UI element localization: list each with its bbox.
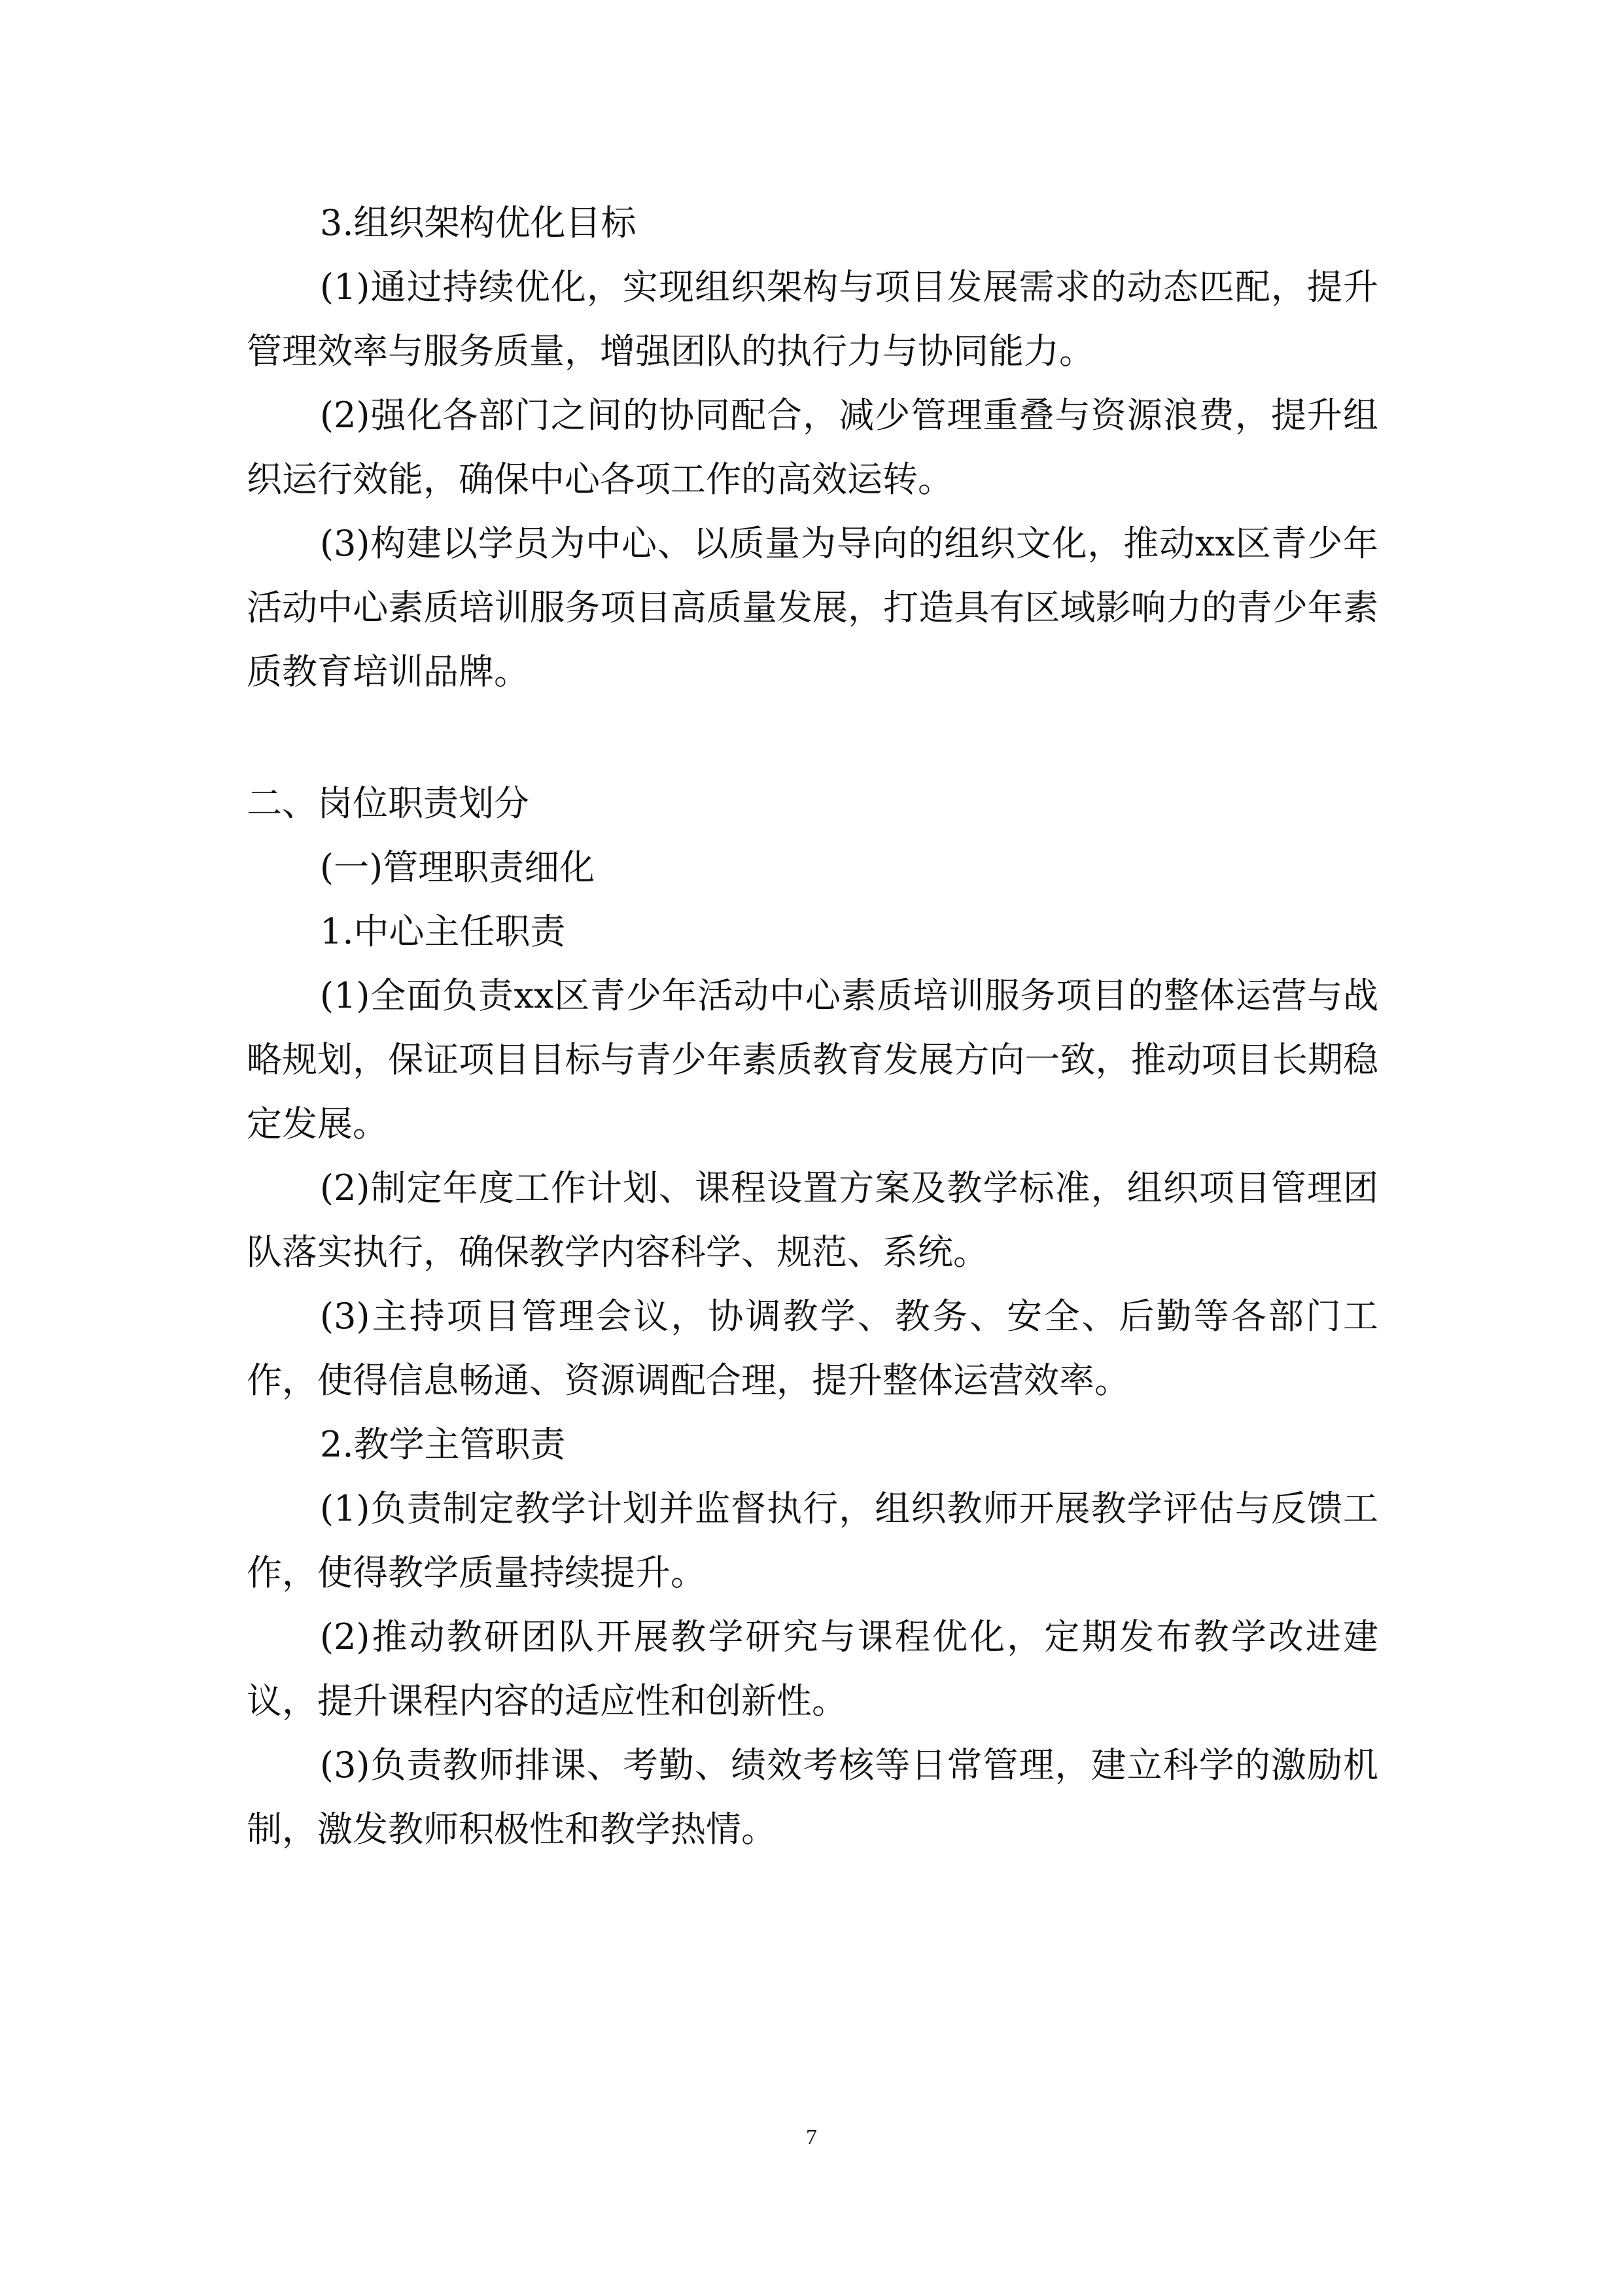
duty-2-item-3: (3)负责教师排课、考勤、绩效考核等日常管理，建立科学的激励机制，激发教师积极性和教学热情。: [247, 1744, 1378, 1850]
section-3-item-2: (2)强化各部门之间的协同配合，减少管理重叠与资源浪费，提升组织运行效能，确保中心各项工作的高效运转。: [247, 395, 1378, 500]
duty-1-item-2: (2)制定年度工作计划、课程设置方案及教学标准，组织项目管理团队落实执行，确保教学内容科学、规范、系统。: [247, 1167, 1378, 1273]
section-3-item-3: (3)构建以学员为中心、以质量为导向的组织文化，推动xx区青少年活动中心素质培训服务项目高质量发展，打造具有区域影响力的青少年素质教育培训品牌。: [247, 523, 1378, 692]
section-3-item-1: (1)通过持续优化，实现组织架构与项目发展需求的动态匹配，提升管理效率与服务质量，增强团队的执行力与协同能力。: [247, 266, 1378, 372]
duty-2-item-2: (2)推动教研团队开展教学研究与课程优化，定期发布教学改进建议，提升课程内容的适应性和创新性。: [247, 1616, 1378, 1722]
duty-1-item-1: (1)全面负责xx区青少年活动中心素质培训服务项目的整体运营与战略规划，保证项目目标与青少年素质教育发展方向一致，推动项目长期稳定发展。: [247, 975, 1378, 1144]
page-number: 7: [806, 2125, 817, 2149]
document-body: [247, 191, 1378, 1862]
duty-2-item-1: (1)负责制定教学计划并监督执行，组织教师开展教学评估与反馈工作，使得教学质量持续提升。: [247, 1488, 1378, 1593]
duty-1-item-3: (3)主持项目管理会议，协调教学、教务、安全、后勤等各部门工作，使得信息畅通、资源调配合理，提升整体运营效率。: [247, 1296, 1378, 1401]
section-3-heading: 3.组织架构优化目标: [320, 202, 637, 243]
chapter-2-heading: 二、岗位职责划分: [247, 783, 529, 824]
subsection-1-heading: (一)管理职责细化: [320, 847, 595, 888]
duty-1-heading: 1.中心主任职责: [320, 911, 566, 952]
duty-2-heading: 2.教学主管职责: [320, 1424, 566, 1465]
